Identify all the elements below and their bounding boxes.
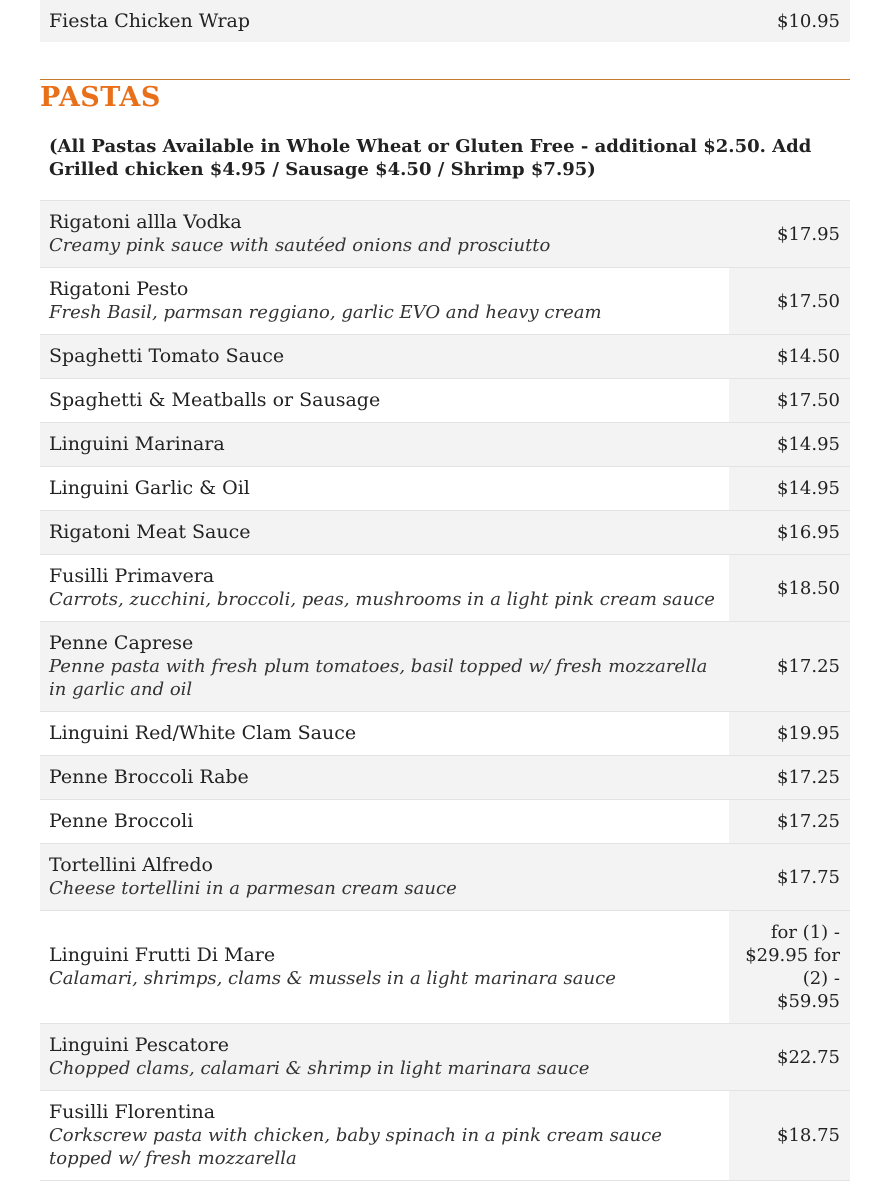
item-description: Calamari, shrimps, clams & mussels in a light marinara sauce [49, 968, 616, 989]
menu-item-row [40, 555, 850, 622]
item-name-cell [40, 423, 729, 466]
item-price: $17.25 [729, 756, 850, 799]
menu-item-row [40, 268, 850, 335]
item-name: Spaghetti Tomato Sauce [49, 345, 285, 367]
menu-item-row [40, 1091, 850, 1181]
item-name-cell [40, 467, 729, 510]
item-description: Creamy pink sauce with sautéed onions and prosciutto [49, 235, 551, 256]
item-name: Penne Broccoli Rabe [49, 766, 249, 788]
item-name: Penne Broccoli [49, 810, 194, 832]
item-description: Penne pasta with fresh plum tomatoes, basil topped w/ fresh mozzarella in garlic and oil [49, 656, 708, 700]
item-price: $17.75 [729, 844, 850, 910]
item-name: Linguini Frutti Di Mare [49, 944, 276, 966]
item-name: Rigatoni allla Vodka [49, 211, 242, 233]
menu-item-row [40, 1024, 850, 1091]
item-name: Rigatoni Meat Sauce [49, 521, 251, 543]
item-name: Linguini Garlic & Oil [49, 477, 250, 499]
item-price: $16.95 [729, 511, 850, 554]
item-description: Fresh Basil, parmsan reggiano, garlic EVO and heavy cream [49, 302, 602, 323]
item-name: Fusilli Florentina [49, 1101, 216, 1123]
section-note: (All Pastas Available in Whole Wheat or Gluten Free - additional $2.50. Add Grilled chicken $4.95 / Sausage $4.50 / Shrimp $7.95) [49, 136, 812, 180]
item-price: $17.95 [729, 201, 850, 267]
menu-item-row [40, 756, 850, 800]
item-description: Chopped clams, calamari & shrimp in light marinara sauce [49, 1058, 590, 1079]
menu-item-row [40, 467, 850, 511]
item-price: $19.95 [729, 712, 850, 755]
item-price: $18.50 [729, 555, 850, 621]
menu-item-row [40, 0, 850, 42]
item-name: Linguini Red/White Clam Sauce [49, 722, 357, 744]
item-name-cell [40, 335, 729, 378]
item-name-cell [40, 268, 729, 334]
menu-items-table [40, 200, 850, 1181]
item-name-cell [40, 1024, 729, 1090]
item-price: for (1) - $29.95 for (2) - $59.95 [729, 911, 850, 1023]
menu-item-row [40, 800, 850, 844]
item-name-cell [40, 800, 729, 843]
item-description: Cheese tortellini in a parmesan cream sauce [49, 878, 457, 899]
item-name: Linguini Marinara [49, 433, 225, 455]
item-name: Penne Caprese [49, 632, 194, 654]
menu-item-row [40, 511, 850, 555]
menu-item-row [40, 844, 850, 911]
section-title: PASTAS [40, 82, 161, 113]
item-price: $10.95 [777, 10, 840, 32]
item-price: $17.25 [729, 622, 850, 711]
item-name-cell [40, 622, 729, 711]
item-name-cell [40, 1091, 729, 1180]
menu-item-row [40, 379, 850, 423]
menu-item-row [40, 423, 850, 467]
item-name: Linguini Pescatore [49, 1034, 230, 1056]
menu-item-row [40, 335, 850, 379]
item-name-cell [40, 712, 729, 755]
menu-item-row [40, 911, 850, 1024]
item-price: $17.50 [729, 268, 850, 334]
item-name: Fusilli Primavera [49, 565, 215, 587]
item-name-cell [40, 756, 729, 799]
item-price: $17.50 [729, 379, 850, 422]
item-name-cell [40, 201, 729, 267]
item-price: $18.75 [729, 1091, 850, 1180]
item-name-cell [40, 844, 729, 910]
item-price: $22.75 [729, 1024, 850, 1090]
item-name: Rigatoni Pesto [49, 278, 189, 300]
section-divider [40, 79, 850, 80]
item-price: $14.50 [729, 335, 850, 378]
item-name-cell [40, 555, 729, 621]
item-name: Fiesta Chicken Wrap [49, 9, 251, 32]
menu-item-row [40, 622, 850, 712]
item-name-cell [40, 511, 729, 554]
item-description: Corkscrew pasta with chicken, baby spinach in a pink cream sauce topped w/ fresh mozzarella [49, 1125, 662, 1169]
menu-item-row [40, 201, 850, 268]
item-price: $14.95 [729, 467, 850, 510]
item-name-cell [40, 911, 729, 1023]
item-description: Carrots, zucchini, broccoli, peas, mushrooms in a light pink cream sauce [49, 589, 715, 610]
item-name: Spaghetti & Meatballs or Sausage [49, 389, 381, 411]
item-name: Tortellini Alfredo [49, 854, 213, 876]
item-price: $17.25 [729, 800, 850, 843]
menu-item-row [40, 712, 850, 756]
item-name-cell [40, 379, 729, 422]
item-price: $14.95 [729, 423, 850, 466]
